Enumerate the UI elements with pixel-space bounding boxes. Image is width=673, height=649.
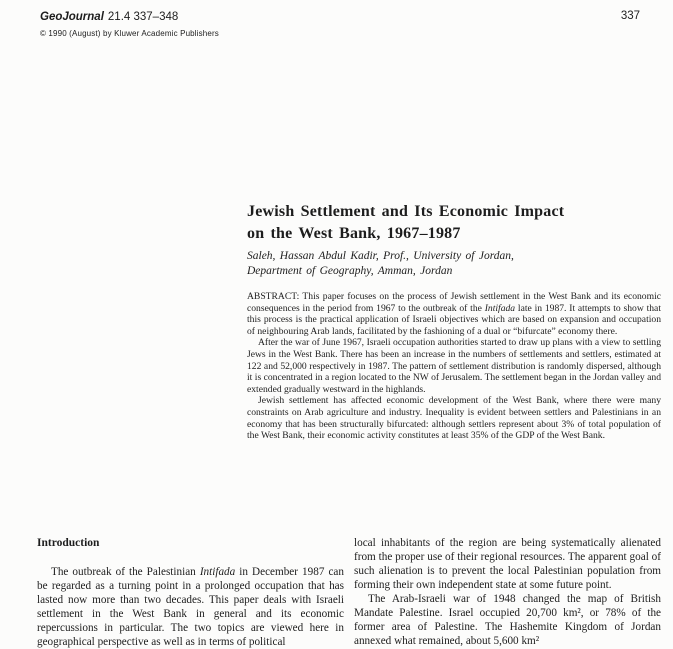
article-title-line2: on the West Bank, 1967–1987 — [247, 224, 461, 242]
abstract-p1-text: ABSTRACT: This paper focuses on the process of Jewish settlement in the West Bank and its economic consequences in the period from 1967 to the outbreak of the — [247, 291, 661, 314]
abstract-p1-text-cont: late in 1987. It attempts to show that this process is the practical application of Israeli objectives which are based on expansion and occupation of neighbouring Arab lands, facilitated by the fashioning of a dual or “bifurcate” economy there. — [247, 302, 661, 337]
article-title — [247, 201, 667, 244]
section-heading-introduction: Introduction — [37, 537, 100, 549]
body-columns — [37, 536, 661, 649]
journal-name: GeoJournal — [40, 11, 104, 23]
right-column-paragraph-2: The Arab-Israeli war of 1948 changed the map of British Mandate Palestine. Israel occupied 20,700 km², or 78% of the former area of Palestine. The Hashemite Kingdom of Jordan annexed what remained, about 5,600 km² — [354, 593, 661, 647]
intro-intifada-italic: Intifada — [199, 566, 236, 578]
page-number: 337 — [620, 10, 640, 22]
abstract-paragraph-1 — [247, 291, 661, 337]
author-line2: Department of Geography, Amman, Jordan — [247, 265, 453, 277]
author-affiliation — [247, 249, 667, 279]
right-column — [354, 536, 661, 649]
journal-issue: 21.4 337–348 — [107, 11, 179, 23]
right-column-paragraph-1: local inhabitants of the region are being systematically alienated from the proper use of their regional resources. The apparent goal of such alienation is to prevent the local Palestinian population from forming their own independent state at some future point. — [354, 537, 661, 591]
abstract-paragraph-3: Jewish settlement has affected economic development of the West Bank, where there were many constraints on Arab agriculture and industry. Inequality is evident between settlers and Palestinians in an economy that has been structurally bifurcated: although settlers represent about 3% of total population of the West Bank, their economic activity constitutes at least 35% of the GDP of the West Bank. — [247, 395, 661, 442]
abstract-intifada-italic: Intifada — [484, 302, 516, 314]
running-head — [40, 10, 219, 39]
author-line1: Saleh, Hassan Abdul Kadir, Prof., University of Jordan, — [247, 250, 514, 262]
copyright-line: © 1990 (August) by Kluwer Academic Publishers — [40, 29, 219, 38]
left-column — [37, 536, 344, 649]
intro-text: The outbreak of the Palestinian — [51, 566, 200, 578]
abstract-paragraph-2: After the war of June 1967, Israeli occupation authorities started to draw up plans with a view to settling Jews in the West Bank. There has been an increase in the numbers of settlements and settlers, estimated at 122 and 52,000 respectively in 1987. The pattern of settlement distribution is randomly dispersed, although it is concentrated in a region located to the NW of Jerusalem. The settlement began in the Jordan valley and extended gradually westward in the highlands. — [247, 337, 661, 395]
abstract — [247, 291, 661, 442]
article-title-line1: Jewish Settlement and Its Economic Impact — [247, 203, 565, 220]
journal-citation — [40, 10, 219, 24]
intro-text-cont: in December 1987 can be regarded as a turning point in a prolonged occupation that has lasted now more than two decades. This paper deals with Israeli settlement in the West Bank in general and its economic repercussions in particular. The two topics are viewed here in geographical perspective as well as in terms of political — [37, 566, 344, 648]
intro-paragraph — [37, 565, 344, 649]
